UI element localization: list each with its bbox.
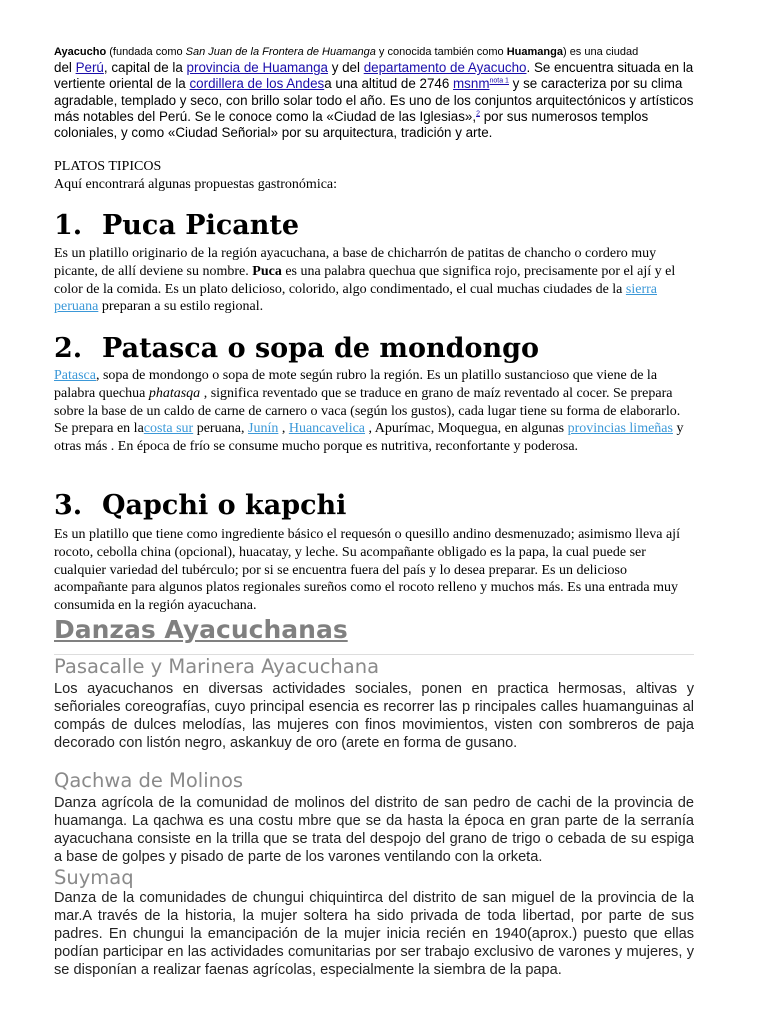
link-msnm[interactable]: msnm <box>453 76 490 92</box>
danza-3-paragraph: Danza de la comunidades de chungui chiquintirca del distrito de san miguel de la provincia de la mar.A través de la historia, la mujer soltera ha sido privada de toda libertad, por parte de sus padres. En chungui la emancipación de la mujer inicia recién en 1940(aprox.) puesto que ellas podían participar en las actividades comunitarias por ser trabajo exclusivo de varones y mujeres, y se disponían a realizar faenas agrícolas, especialmente la siembra de la papa. <box>54 890 694 978</box>
danza-2-paragraph: Danza agrícola de la comunidad de molinos del distrito de san pedro de cachi de la provincia de huamanga. La qachwa es una costu mbre que se da hasta la época en gran parte de la serranía ayacuchana consiste en la trilla que se trata del despojo del grano de trigo o cebada de su espiga a base de golpes y pisado de parte de los varones ventilando con la orketa. <box>54 795 694 865</box>
danza-1-paragraph: Los ayacuchanos en diversas actividades sociales, ponen en practica hermosas, altivas y señoriales coreografías, cuyo principal esencia es recorrer las p rincipales calles huamanguinas al compás de dulces melodías, las mujeres con finos movimientos, visten con sombreros de paja decorado con listón negro, askankuy de oro (arete en forma de gusano. <box>54 681 694 751</box>
dish-1-paragraph <box>54 245 694 316</box>
intro-text: y conocida también como <box>375 46 507 58</box>
city-name: Ayacucho <box>54 46 107 58</box>
founded-as: San Juan de la Frontera de Huamanga <box>185 46 376 58</box>
danzas-title: Danzas Ayacuchanas <box>54 615 348 644</box>
link-costa-sur[interactable]: costa sur <box>143 421 194 437</box>
dish-3-title: Qapchi o kapchi <box>102 490 347 521</box>
dish-3-number: 3. <box>54 490 83 521</box>
danza-3-title: Suymaq <box>54 866 134 889</box>
link-provincias-limenas[interactable]: provincias limeñas <box>567 421 673 437</box>
intro-text: ) es una ciudad <box>562 46 639 58</box>
link-sierra-peruana[interactable]: sierra peruana <box>54 281 657 315</box>
intro-text: (fundada como <box>106 46 186 58</box>
dish-2-text: peruana, <box>193 421 248 437</box>
dish-2-title: Patasca o sopa de mondongo <box>102 333 540 364</box>
intro-paragraph <box>54 43 694 141</box>
link-patasca[interactable]: Patasca <box>54 368 96 383</box>
intro-text: por sus numerosos templos coloniales, y como «Ciudad Señorial» por su arquitectura, tradición y arte. <box>54 108 649 141</box>
dish-2-italic: phatasqa <box>148 385 201 401</box>
reference-link[interactable]: 2 <box>476 110 480 118</box>
dish-2-text: y otras más . En época de frío se consume mucho porque es nutritiva, reconfortante y poderosa. <box>54 421 684 455</box>
platos-subtitle: Aquí encontrará algunas propuestas gastronómica: <box>54 176 338 192</box>
intro-text: del <box>54 60 76 76</box>
platos-section-header <box>54 158 694 193</box>
dish-2-text: , <box>278 421 289 437</box>
danza-1-title: Pasacalle y Marinera Ayacuchana <box>54 655 380 678</box>
dish-2-number: 2. <box>54 333 83 364</box>
dish-2-text: , Apurímac, Moquegua, en algunas <box>365 421 568 437</box>
dish-1-text: preparan a su estilo regional. <box>98 299 264 315</box>
intro-text: y se caracteriza por su clima agradable, templado y seco, con brillo solar todo el año. Es uno de los conjuntos arquitectónicos y artísticos más notables del Perú. Se le conoce como la «Ciudad de las Iglesias», <box>54 76 694 124</box>
aka-name: Huamanga <box>506 46 563 58</box>
link-junin[interactable]: Junín <box>248 421 279 437</box>
dish-2-text: , sopa de mondongo o sopa de mote según rubro la región. Es un platillo sustancioso que viene de la palabra quechua <box>54 368 658 401</box>
intro-text: , capital de la <box>103 60 187 76</box>
dish-1-number: 1. <box>54 210 83 241</box>
intro-text: y del <box>327 60 364 76</box>
dish-2-paragraph <box>54 367 694 456</box>
intro-text: a una altitud de 2746 <box>324 76 454 92</box>
link-departamento-ayacucho[interactable]: departamento de Ayacucho <box>363 60 527 76</box>
link-cordillera-andes[interactable]: cordillera de los Andes <box>189 76 325 92</box>
link-provincia-huamanga[interactable]: provincia de Huamanga <box>186 60 328 76</box>
link-huancavelica[interactable]: Huancavelica <box>288 421 366 437</box>
note-link[interactable]: nota 1 <box>489 77 509 85</box>
dish-1-title: Puca Picante <box>102 210 300 241</box>
dish-2-heading <box>54 333 539 365</box>
link-peru[interactable]: Perú <box>75 60 104 76</box>
platos-heading: PLATOS TIPICOS <box>54 159 162 174</box>
dish-3-paragraph: Es un platillo que tiene como ingrediente básico el requesón o quesillo andino desmenuzado; asimismo lleva ají rocoto, cebolla china (opcional), huacatay, y leche. Su acompañante obligado es la papa, la cual puede ser cualquier variedad del tubérculo; por si se encuentra fuera del país y lo desea preparar. Es un delicioso acompañante para algunos platos regionales sureños como el rocoto relleno y muchos más. Es una entrada muy consumida en la región ayacuchana. <box>54 527 680 614</box>
dish-3-heading <box>54 490 346 522</box>
dish-2-text: , significa reventado que se traduce en grano de maíz reventado al cocer. Se prepara sobre la base de un caldo de carne de carnero o vaca (según los gustos), cada lugar tiene su forma de elaborarlo. Se prepara en la <box>54 385 681 437</box>
intro-text: . Se encuentra situada en la vertiente oriental de la <box>54 60 694 92</box>
dish-1-heading <box>54 210 299 242</box>
danza-2-title: Qachwa de Molinos <box>54 769 244 792</box>
dish-1-text: es una palabra quechua que significa rojo, precisamente por el ají y el color de la comida. Es un plato delicioso, colorido, algo condimentado, el cual muchas ciudades de la <box>54 263 676 297</box>
dish-1-text: Es un platillo originario de la región ayacuchana, a base de chicharrón de patitas de chancho o cordero muy picante, de allí deviene su nombre. <box>54 246 657 279</box>
dish-1-bold: Puca <box>252 263 282 279</box>
